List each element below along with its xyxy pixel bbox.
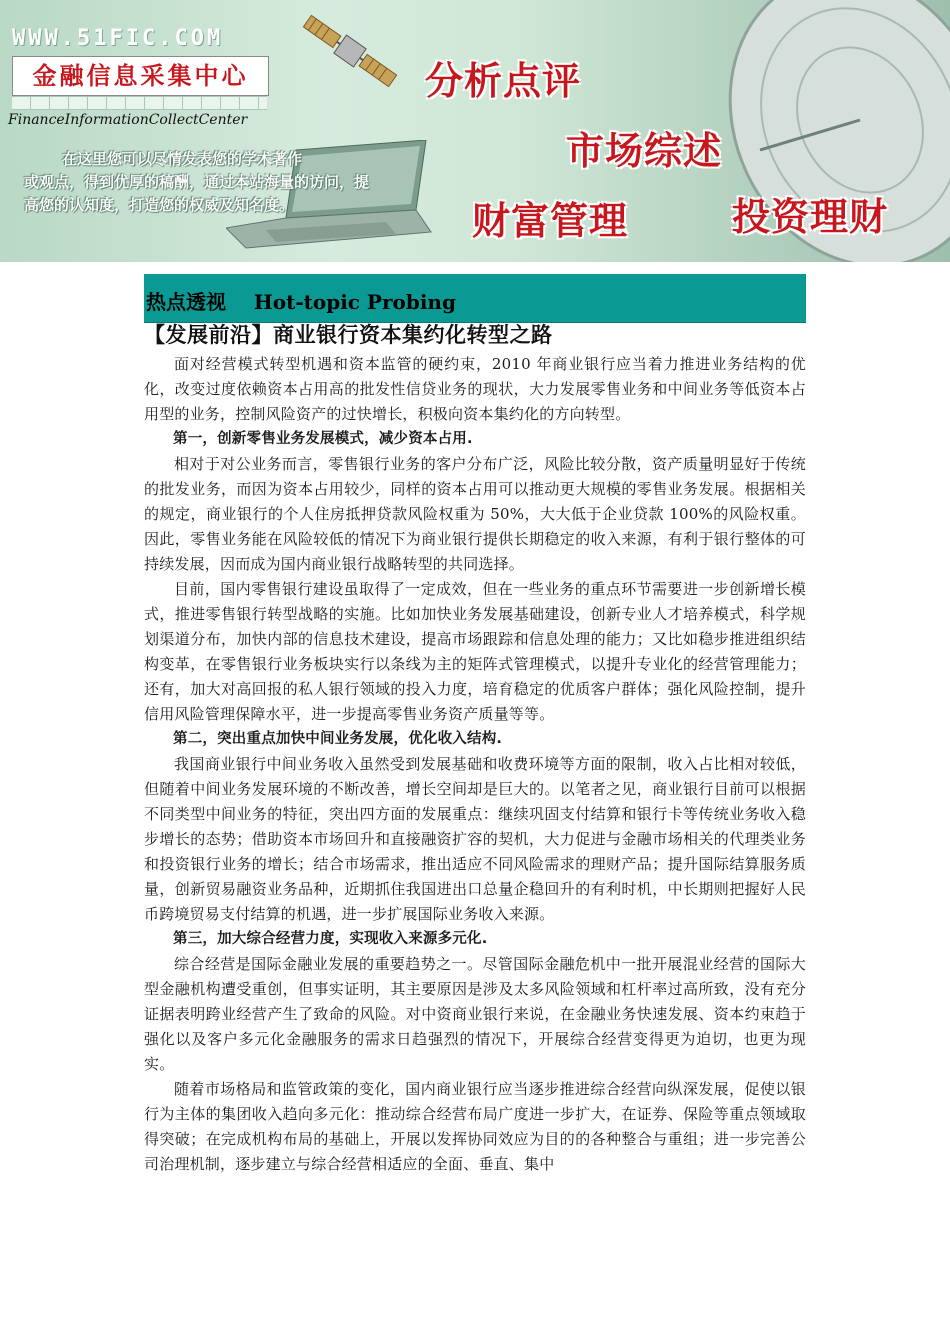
section-title: 热点透视 Hot-topic Probing [146,290,456,314]
slogan-wealth-management: 财富管理 [472,199,629,243]
article-paragraph: 相对于对公业务而言，零售银行业务的客户分布广泛，风险比较分散，资产质量明显好于传统的批发业务，而因为资本占用较少，同样的资本占用可以推动更大规模的零售业务发展。根据相关的规定，商业银行的个人住房抵押贷款风险权重为 50%，大大低于企业贷款 100%的风险权重。因此，零售业务能在风险较低的情况下为商业银行提供长期稳定的收入来源，有利于银行整体的可持续发展，因而成为国内商业银行战略转型的共同选择。 [144,455,806,573]
logo-decor-band [12,96,267,110]
intro-line-rest: 或观点，得到优厚的稿酬，通过本站海量的访问，提高您的认知度，打造您的权威及知名度。 [24,173,370,214]
header-banner [0,0,950,262]
banner-intro-text [24,148,369,217]
slogan-analysis: 分析点评 [425,59,582,103]
site-url[interactable]: WWW.51FIC.COM [12,26,224,51]
article-paragraph: 综合经营是国际金融业发展的重要趋势之一。尽管国际金融危机中一批开展混业经营的国际大型金融机构遭受重创，但事实证明，其主要原因是涉及太多风险领域和杠杆率过高所致，没有充分证据表明跨业经营产生了致命的风险。对中资商业银行来说，在金融业务快速发展、资本约束趋于强化以及客户多元化金融服务的需求日趋强烈的情况下，开展综合经营变得更为迫切，也更为现实。 [144,955,806,1073]
site-name-logo: 金融信息采集中心 [12,56,269,96]
article-paragraph: 我国商业银行中间业务收入虽然受到发展基础和收费环境等方面的限制，收入占比相对较低，但随着中间业务发展环境的不断改善，增长空间却是巨大的。以笔者之见，商业银行目前可以根据不同类型中间业务的特征，突出四方面的发展重点：继续巩固支付结算和银行卡等传统业务收入稳步增长的态势；借助资本市场回升和直接融资扩容的契机，大力促进与金融市场相关的代理类业务和投资银行业务的增长；结合市场需求，推出适应不同风险需求的理财产品；提升国际结算服务质量，创新贸易融资业务品种，近期抓住我国进出口总量企稳回升的有利时机，中长期则把握好人民币跨境贸易支付结算的机遇，进一步扩展国际业务收入来源。 [144,755,806,923]
section-header-bar [144,274,806,323]
slogan-investment: 投资理财 [732,195,889,239]
satellite-icon [290,6,410,96]
site-name-en: FinanceInformationCollectCenter [8,112,248,128]
article [144,320,806,1177]
article-paragraph: 随着市场格局和监管政策的变化，国内商业银行应当逐步推进综合经营向纵深发展，促使以银行为主体的集团收入趋向多元化：推动综合经营布局广度进一步扩大，在证券、保险等重点领域取得突破；在完成机构布局的基础上，开展以发挥协同效应为目的的各种整合与重组；进一步完善公司治理机制，逐步建立与综合经营相适应的全面、垂直、集中 [144,1080,806,1173]
intro-line-1: 在这里您可以尽情发表您的学术著作 [62,150,303,168]
article-subheading: 第二，突出重点加快中间业务发展，优化收入结构. [173,731,503,747]
article-title: 【发展前沿】商业银行资本集约化转型之路 [144,323,553,347]
article-subheading: 第三，加大综合经营力度，实现收入来源多元化. [173,931,488,947]
article-subheading: 第一，创新零售业务发展模式，减少资本占用. [173,431,473,447]
slogan-market-review: 市场综述 [566,129,723,173]
article-paragraph: 面对经营模式转型机遇和资本监管的硬约束，2010 年商业银行应当着力推进业务结构的优化，改变过度依赖资本占用高的批发性信贷业务的现状，大力发展零售业务和中间业务等低资本占用型的业务，控制风险资产的过快增长，积极向资本集约化的方向转型。 [144,355,806,423]
article-paragraph: 目前，国内零售银行建设虽取得了一定成效，但在一些业务的重点环节需要进一步创新增长模式，推进零售银行转型战略的实施。比如加快业务发展基础建设，创新专业人才培养模式，科学规划渠道分布，加快内部的信息技术建设，提高市场跟踪和信息处理的能力；又比如稳步推进组织结构变革，在零售银行业务板块实行以条线为主的矩阵式管理模式，以提升专业化的经营管理能力；还有，加大对高回报的私人银行领域的投入力度，培育稳定的优质客户群体；强化风险控制，提升信用风险管理保障水平，进一步提高零售业务资产质量等等。 [144,580,806,723]
